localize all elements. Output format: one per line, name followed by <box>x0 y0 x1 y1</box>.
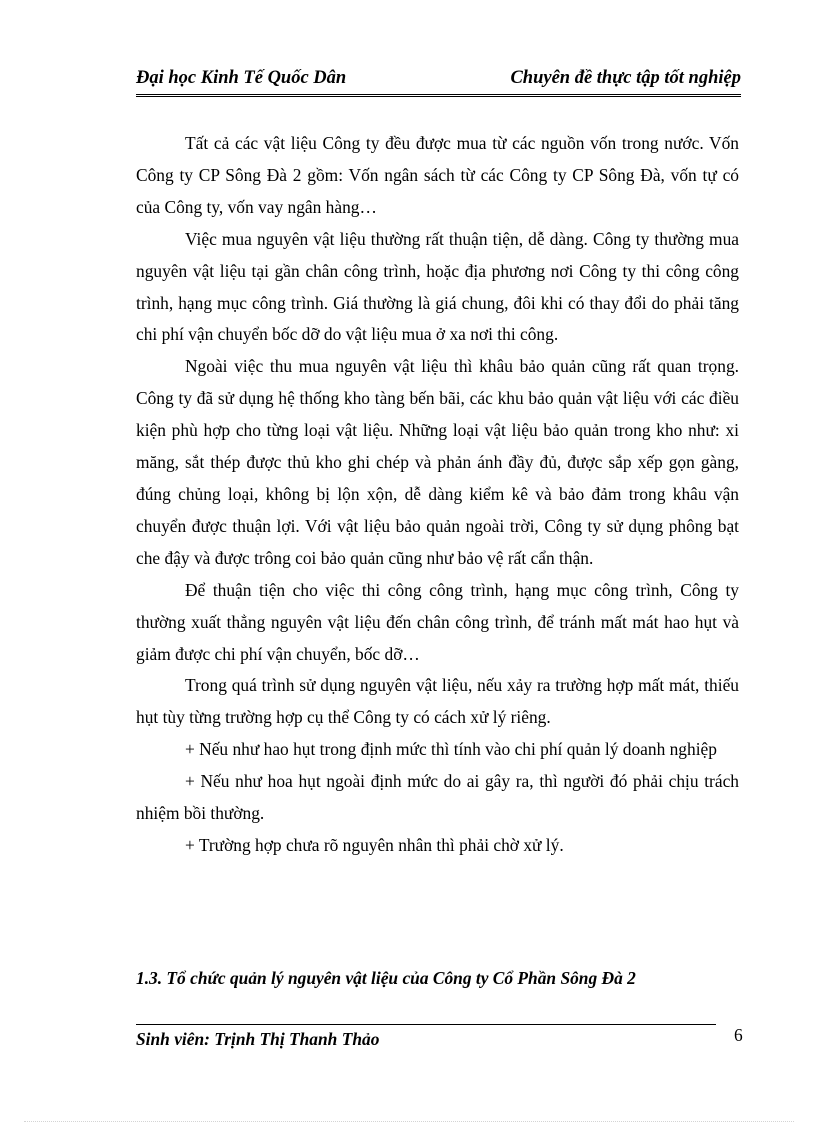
bullet-paragraph: + Nếu như hao hụt trong định mức thì tính vào chi phí quản lý doanh nghiệp <box>185 739 717 760</box>
body-text <box>136 128 739 862</box>
page-number: 6 <box>734 1025 743 1045</box>
footer-student-name: Sinh viên: Trịnh Thị Thanh Thảo <box>136 1029 380 1049</box>
paragraph: Trong quá trình sử dụng nguyên vật liệu, nếu xảy ra trường hợp mất mát, thiếu hụt tùy từng trường hợp cụ thể Công ty có cách xử lý riêng. <box>136 675 739 728</box>
paragraph: Ngoài việc thu mua nguyên vật liệu thì khâu bảo quản cũng rất quan trọng. Công ty đã sử dụng hệ thống kho tàng bến bãi, các khu bảo quản vật liệu với các điều kiện phù hợp cho từng loại vật liệu. Những loại vật liệu bảo quản trong kho như: xi măng, sắt thép được thủ kho ghi chép và phản ánh đầy đủ, được sắp xếp gọn gàng, đúng chủng loại, không bị lộn xộn, dễ dàng kiểm kê và bảo đảm trong khâu vận chuyển được thuận lợi. Với vật liệu bảo quản ngoài trời, Công ty sử dụng phông bạt che đậy và được trông coi bảo quản cũng như bảo vệ rất cẩn thận. <box>136 356 739 568</box>
paragraph: Để thuận tiện cho việc thi công công trình, hạng mục công trình, Công ty thường xuất thẳng nguyên vật liệu đến chân công trình, để tránh mất mát hao hụt và giảm được chi phí vận chuyển, bốc dỡ… <box>136 579 739 664</box>
paragraph: Tất cả các vật liệu Công ty đều được mua từ các nguồn vốn trong nước. Vốn Công ty CP Sông Đà 2 gồm: Vốn ngân sách từ các Công ty CP Sông Đà, vốn tự có của Công ty, vốn vay ngân hàng… <box>136 133 739 217</box>
bullet-paragraph: + Nếu như hoa hụt ngoài định mức do ai gây ra, thì người đó phải chịu trách nhiệm bồi thường. <box>136 771 739 824</box>
footer-divider <box>136 1024 716 1025</box>
header-university: Đại học Kinh Tế Quốc Dân <box>136 68 347 88</box>
page-edge-divider <box>24 1121 794 1122</box>
bullet-paragraph: + Trường hợp chưa rõ nguyên nhân thì phải chờ xử lý. <box>185 834 564 855</box>
paragraph: Việc mua nguyên vật liệu thường rất thuận tiện, dễ dàng. Công ty thường mua nguyên vật liệu tại gần chân công trình, hoặc địa phương nơi Công ty thi công công trình, hạng mục công trình. Giá thường là giá chung, đôi khi có thay đổi do phải tăng chi phí vận chuyển bốc dỡ do vật liệu mua ở xa nơi thi công. <box>136 228 739 345</box>
header-document-type: Chuyên đề thực tập tốt nghiệp <box>510 68 741 88</box>
page-header <box>136 66 741 97</box>
section-heading: 1.3. Tổ chức quản lý nguyên vật liệu của Công ty Cổ Phần Sông Đà 2 <box>136 968 636 988</box>
